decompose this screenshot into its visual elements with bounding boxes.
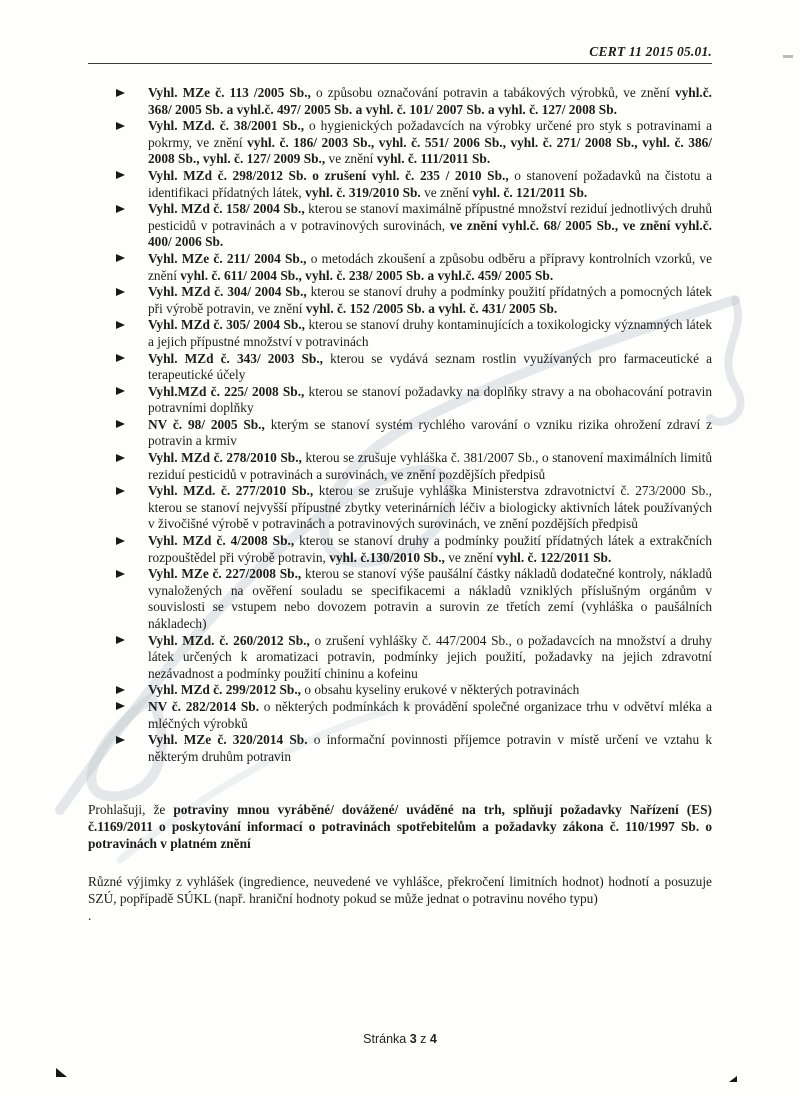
bold-text-segment: 4 [429, 1032, 437, 1046]
arrow-bullet-icon [116, 702, 125, 710]
regulation-text [148, 168, 712, 200]
bold-text-segment: vyhl. č. 152 /2005 Sb. a vyhl. č. 431/ 2005 Sb. [305, 300, 558, 316]
regulation-text [148, 732, 712, 764]
regulation-item [88, 633, 712, 683]
arrow-bullet-icon [116, 171, 125, 179]
content [88, 85, 712, 924]
text-segment: kterou se stanoví výše paušální částky nákladů dodatečné kontroly, nákladů vynaložených na ověření souladu se specifikacemi a nákladů vzniklých příslušným orgánům v souvislosti se vstupem nebo dovozem potravin a surovin ze třetích zemí (vyhláška o paušálních nákladech) [148, 566, 712, 631]
regulation-text [148, 566, 712, 631]
bold-text-segment: Vyhl. MZd č. 298/2012 Sb. o zrušení vyhl. č. 235 / 2010 Sb., [148, 167, 509, 183]
scan-artifact-bottom-left [56, 1068, 67, 1077]
text-segment: ve znění [325, 151, 377, 167]
text-segment: ve znění [420, 184, 473, 200]
bold-text-segment: Vyhl. MZe č. 320/2014 Sb. [148, 732, 308, 748]
header-rule [88, 63, 712, 64]
text-segment: kterou se stanoví druhy a podmínky použití přídatných látek a extrakčních rozpouštědel při výrobě potravin, [148, 533, 712, 565]
regulation-item [88, 201, 712, 251]
arrow-bullet-icon [116, 205, 125, 213]
regulation-text [148, 533, 712, 565]
regulation-text [148, 384, 712, 416]
bold-text-segment: Vyhl. MZd č. 158/ 2004 Sb., [148, 201, 305, 217]
arrow-bullet-icon [116, 636, 125, 644]
text-segment: o způsobu označování potravin a tabákových výrobků, ve znění [310, 85, 675, 100]
regulation-item [88, 450, 712, 483]
regulation-list [88, 85, 712, 765]
bold-text-segment: vyhl.č. 368/ 2005 Sb. a vyhl.č. 497/ 2005 Sb. a vyhl. č. 101/ 2007 Sb. a vyhl. č. 127/ 2008 Sb. [148, 85, 713, 117]
text-segment: o informační povinnosti příjemce potravin v místě určení ve vztahu k některým druhům potravin [148, 732, 713, 764]
text-segment: kterým se stanoví systém rychlého varování o vzniku rizika ohrožení zdraví z potravin a krmiv [148, 416, 712, 449]
regulation-text [148, 699, 712, 731]
regulation-item [88, 417, 712, 450]
regulation-item [88, 699, 712, 732]
text-segment: Stránka [363, 1032, 410, 1046]
regulation-item [88, 483, 712, 533]
arrow-bullet-icon [116, 321, 125, 329]
text-segment: o některých podmínkách k provádění společné organizace trhu v odvětví mléka a mléčných výrobků [148, 698, 712, 731]
regulation-item [88, 351, 712, 384]
arrow-bullet-icon [116, 487, 125, 495]
arrow-bullet-icon [116, 354, 125, 362]
regulation-text [148, 450, 712, 482]
regulation-item [88, 384, 712, 417]
regulation-text [148, 201, 712, 249]
arrow-bullet-icon [116, 89, 125, 97]
bold-text-segment: NV č. 282/2014 Sb. [148, 698, 260, 714]
scan-artifact-top-right [783, 55, 793, 58]
text-segment: kterou se zrušuje vyhláška č. 381/2007 Sb., o stanovení maximálních limitů reziduí pesticidů v potravinách a surovinách, ve znění pozdějších předpisů [148, 450, 712, 482]
bold-text-segment: potraviny mnou vyráběné/ dovážené/ uváděné na trh, splňují požadavky Nařízení (ES) č.1169/2011 o poskytování informací o potravinách spotřebitelům a požadavky zákona č. 110/1997 Sb. o potravinách v platném znění [88, 802, 712, 852]
text-segment: kterou se stanoví požadavky na doplňky stravy a na obohacování potravin potravními doplňky [148, 383, 712, 416]
text-segment: o hygienických požadavcích na výrobky určené pro styk s potravinami a pokrmy, ve znění [148, 118, 713, 150]
text-segment: o metodách zkoušení a způsobu odběru a přípravy kontrolních vzorků, ve znění [148, 250, 712, 283]
regulation-text [148, 633, 712, 681]
bold-text-segment: Vyhl. MZd č. 299/2012 Sb., [148, 682, 301, 698]
regulation-item [88, 566, 712, 632]
bold-text-segment: vyhl. č. 122/2011 Sb. [496, 549, 612, 565]
bold-text-segment: Vyhl. MZe č. 211/ 2004 Sb., [148, 250, 307, 266]
regulation-item [88, 317, 712, 350]
bold-text-segment: Vyhl. MZd. č. 277/2010 Sb., [148, 483, 314, 499]
bold-text-segment: Vyhl. MZd č. 278/2010 Sb., [148, 450, 302, 466]
regulation-text [148, 85, 712, 117]
regulation-item [88, 251, 712, 284]
bold-text-segment: Vyhl.MZd č. 225/ 2008 Sb., [148, 383, 305, 399]
page-footer [0, 1032, 800, 1046]
regulation-item [88, 168, 712, 201]
bold-text-segment: Vyhl. MZe č. 227/2008 Sb., [148, 566, 302, 582]
regulation-item [88, 682, 712, 699]
regulation-text [148, 118, 712, 166]
period-line [88, 907, 712, 924]
bold-text-segment: vyhl. č. 121/2011 Sb. [472, 184, 588, 200]
bold-text-segment: ve znění vyhl.č. 68/ 2005 Sb., ve znění vyhl.č. 400/ 2006 Sb. [148, 217, 712, 250]
text-segment: o stanovení požadavků na čistotu a identifikaci přídatných látek, [148, 167, 712, 200]
arrow-bullet-icon [116, 254, 125, 262]
arrow-bullet-icon [116, 288, 125, 296]
bold-text-segment: vyhl. č. 111/2011 Sb. [376, 151, 491, 167]
bold-text-segment: Vyhl. MZd. č. 260/2012 Sb., [148, 632, 310, 648]
regulation-text [148, 682, 579, 697]
regulation-item [88, 732, 712, 765]
regulation-text [148, 351, 712, 383]
regulation-text [148, 483, 712, 531]
text-segment: kterou se stanoví druhy kontaminujících a toxikologicky významných látek a jejich přípustné množství v potravinách [148, 317, 713, 349]
bold-text-segment: Vyhl. MZd č. 305/ 2004 Sb., [148, 317, 306, 333]
bold-text-segment: Vyhl. MZd č. 304/ 2004 Sb., [148, 284, 307, 300]
text-segment: z [416, 1032, 430, 1046]
regulation-text [148, 251, 712, 283]
declaration-paragraph [88, 801, 712, 852]
arrow-bullet-icon [116, 122, 125, 130]
exceptions-paragraph [88, 873, 712, 907]
text-segment: kterou se stanoví maximálně přípustné množství reziduí jednotlivých druhů pesticidů v potravinách a v potravinových surovinách, [148, 201, 712, 233]
arrow-bullet-icon [116, 570, 125, 578]
text-segment: ve znění [444, 549, 497, 565]
text-segment: . [88, 908, 92, 924]
arrow-bullet-icon [116, 686, 125, 694]
regulation-text [148, 417, 712, 449]
arrow-bullet-icon [116, 454, 125, 462]
text-segment: o obsahu kyseliny erukové v některých potravinách [301, 682, 580, 698]
document-code: CERT 11 2015 05.01. [589, 44, 712, 59]
bold-text-segment: Vyhl. MZe č. 113 /2005 Sb., [148, 85, 311, 100]
regulation-item [88, 533, 712, 566]
bold-text-segment: Vyhl. MZd. č. 38/2001 Sb., [148, 118, 305, 134]
bold-text-segment: Vyhl. MZd č. 343/ 2003 Sb., [148, 350, 324, 366]
regulation-item [88, 85, 712, 118]
arrow-bullet-icon [116, 736, 125, 744]
regulation-item [88, 284, 712, 317]
scan-artifact-bottom-right [729, 1076, 737, 1082]
text-segment: o zrušení vyhlášky č. 447/2004 Sb., o požadavcích na množství a druhy látek určených k aromatizaci potravin, podmínky jejich použití, požadavky na jejich zdravotní nezávadnost a podmínky použití chininu a kofeinu [148, 632, 713, 681]
regulation-item [88, 118, 712, 168]
text-segment: kterou se vydává seznam rostlin využívaných pro farmaceutické a terapeutické účely [148, 350, 713, 383]
arrow-bullet-icon [116, 420, 125, 428]
bold-text-segment: vyhl. č. 186/ 2003 Sb., vyhl. č. 551/ 2006 Sb., vyhl. č. 271/ 2008 Sb., vyhl. č. 386/ 2008 Sb., vyhl. č. 127/ 2009 Sb., [148, 134, 712, 167]
bold-text-segment: NV č. 98/ 2005 Sb., [148, 416, 265, 432]
bold-text-segment: Vyhl. MZd č. 4/2008 Sb., [148, 533, 295, 549]
text-segment: Prohlašuji, že [88, 802, 174, 818]
text-segment: kterou se zrušuje vyhláška Ministerstva zdravotnictví č. 273/2000 Sb., kterou se stanoví nejvyšší přípustné zbytky veterinárních léčiv a biologicky aktivních látek používaných v živočišné výrobě v potravinách a potravinových surovinách, ve znění pozdějších předpisů [148, 483, 712, 532]
arrow-bullet-icon [116, 387, 125, 395]
arrow-bullet-icon [116, 537, 125, 545]
bold-text-segment: 3 [409, 1032, 417, 1046]
bold-text-segment: vyhl. č. 319/2010 Sb. [305, 184, 421, 200]
regulation-text [148, 284, 712, 316]
bold-text-segment: vyhl. č. 611/ 2004 Sb., vyhl. č. 238/ 2005 Sb. a vyhl.č. 459/ 2005 Sb. [180, 267, 554, 283]
text-segment: Různé výjimky z vyhlášek (ingredience, neuvedené ve vyhlášce, překročení limitních hodnot) hodnotí a posuzuje SZÚ, popřípadě SÚKL (např. hraniční hodnoty pokud se může jednat o potravinu nového typu) [88, 874, 712, 907]
regulation-text [148, 317, 712, 349]
bold-text-segment: vyhl. č.130/2010 Sb., [329, 549, 445, 565]
text-segment: kterou se stanoví druhy a podmínky použití přídatných a pomocných látek při výrobě potravin, ve znění [148, 284, 713, 316]
